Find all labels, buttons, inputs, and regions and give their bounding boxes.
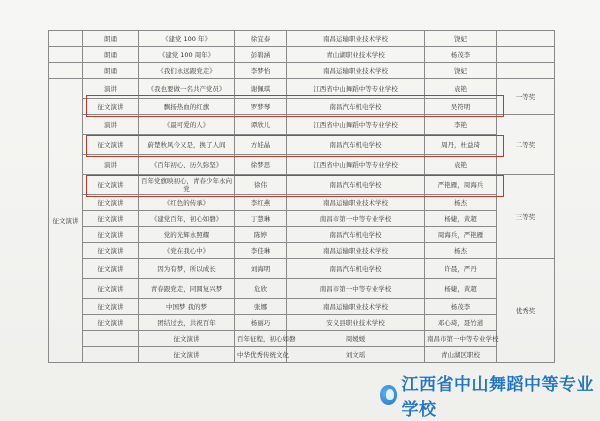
teacher-cell: 袁艳 [425, 155, 497, 175]
type-cell: 征文演讲 [139, 331, 235, 347]
school-cell: 南昌汽车机电学校 [287, 259, 425, 279]
category-cell-empty [49, 31, 83, 47]
school-cell: 南昌运输职业技术学校 [287, 63, 425, 79]
school-cell: 南昌汽车机电学校 [287, 135, 425, 155]
category-cell: 征文演讲 [49, 79, 83, 363]
title-cell: 《最可爱的人》 [139, 115, 235, 135]
type-cell: 征文演讲 [83, 99, 139, 115]
type-cell: 朗诵 [83, 63, 139, 79]
person-cell: 杨丽巧 [235, 315, 287, 331]
teacher-cell: 杨茂李 [425, 299, 497, 315]
person-cell: 刘文瑶 [287, 347, 425, 363]
title-cell: 因为有梦，所以成长 [139, 259, 235, 279]
award-table [48, 30, 555, 363]
category-cell-empty [83, 331, 139, 347]
person-cell: 刘海明 [235, 259, 287, 279]
type-cell: 征文演讲 [83, 211, 139, 227]
school-cell: 南昌汽车机电学校 [287, 227, 425, 243]
table-row [49, 279, 555, 299]
table-row [49, 299, 555, 315]
person-cell: 徐伟 [235, 175, 287, 195]
school-cell: 青山湖区职校 [425, 347, 497, 363]
title-cell: 《红色的传承》 [139, 195, 235, 211]
title-cell: 青春跟党走，同圆复兴梦 [139, 279, 235, 299]
school-cell: 青山湖职业技术学校 [287, 47, 425, 63]
table-row [49, 99, 555, 115]
table-row [49, 211, 555, 227]
person-cell: 彭碧涵 [235, 47, 287, 63]
person-cell: 方娃晶 [235, 135, 287, 155]
title-cell: 百年党旗映初心，青春少年永向党 [139, 175, 235, 195]
type-cell: 演讲 [83, 79, 139, 99]
award-cell [497, 31, 555, 47]
title-cell: 蔚楚秋风今又是，换了人间 [139, 135, 235, 155]
person-cell: 周媛媛 [287, 331, 425, 347]
type-cell: 演讲 [83, 115, 139, 135]
person-cell: 徐宜泰 [235, 31, 287, 47]
teacher-cell: 杨茂李 [425, 47, 497, 63]
award-cell: 一等奖 [497, 79, 555, 115]
table-row [49, 63, 555, 79]
teacher-cell: 杨杰 [425, 243, 497, 259]
table-row [49, 135, 555, 155]
award-cell: 优秀奖 [497, 259, 555, 363]
award-cell [497, 47, 555, 63]
table-row [49, 347, 555, 363]
table-row [49, 31, 555, 47]
table-row [49, 259, 555, 279]
school-cell: 南昌市第一中等专业学校 [425, 331, 497, 347]
school-cell: 江西省中山舞蹈中等专业学校 [287, 155, 425, 175]
category-cell-empty [49, 47, 83, 63]
teacher-cell: 严艳雁，周海兵 [425, 175, 497, 195]
person-cell: 李梦怡 [235, 63, 287, 79]
table-row [49, 155, 555, 175]
title-cell: 党的光辉永照耀 [139, 227, 235, 243]
teacher-cell: 李艳 [425, 115, 497, 135]
category-cell-empty [49, 63, 83, 79]
table-row [49, 331, 555, 347]
table-row [49, 195, 555, 211]
person-cell: 李红燕 [235, 195, 287, 211]
person-cell: 谭欣儿 [235, 115, 287, 135]
school-cell: 南昌汽车机电学校 [287, 99, 425, 115]
person-cell: 陈婷 [235, 227, 287, 243]
teacher-cell: 许晨，严丹 [425, 259, 497, 279]
title-cell: 《建党百年，初心如磐》 [139, 211, 235, 227]
school-cell: 江西省中山舞蹈中等专业学校 [287, 79, 425, 99]
award-table-body [49, 31, 555, 363]
award-cell: 二等奖 [497, 115, 555, 175]
type-cell: 朗诵 [83, 47, 139, 63]
title-cell: 《我们永远跟党走》 [139, 63, 235, 79]
school-cell: 南昌运输职业技术学校 [287, 31, 425, 47]
teacher-cell: 饶妃 [425, 63, 497, 79]
table-row [49, 175, 555, 195]
teacher-cell: 杨婕，黄超 [425, 279, 497, 299]
teacher-cell: 袁艳 [425, 79, 497, 99]
school-cell: 南昌运输职业技术学校 [287, 195, 425, 211]
person-cell: 李佳琳 [235, 243, 287, 259]
type-cell: 征文演讲 [83, 135, 139, 155]
title-cell: 《建党 100 周年》 [139, 47, 235, 63]
type-cell: 征文演讲 [83, 315, 139, 331]
title-cell: 飘扬热血的红旗 [139, 99, 235, 115]
category-cell-empty [83, 347, 139, 363]
type-cell: 演讲 [83, 155, 139, 175]
school-cell: 南昌市第一中等专业学校 [287, 279, 425, 299]
person-cell: 张娜 [235, 299, 287, 315]
type-cell: 征文演讲 [83, 243, 139, 259]
title-cell: 团结过去，共祝百年 [139, 315, 235, 331]
school-cell: 南昌运输职业技术学校 [287, 243, 425, 259]
teacher-cell: 杨婕，黄超 [425, 211, 497, 227]
table-row [49, 79, 555, 99]
school-cell: 安义县职业技术学校 [287, 315, 425, 331]
table-row [49, 315, 555, 331]
teacher-cell: 杨杰 [425, 195, 497, 211]
type-cell: 征文演讲 [83, 227, 139, 243]
person-cell: 谢佩琪 [235, 79, 287, 99]
teacher-cell: 周海兵，严艳雁 [425, 227, 497, 243]
type-cell: 征文演讲 [83, 299, 139, 315]
school-cell: 南昌运输职业技术学校 [287, 299, 425, 315]
teacher-cell: 邓心琦，聂竹道 [425, 315, 497, 331]
teacher-cell: 饶妃 [425, 31, 497, 47]
table-row [49, 243, 555, 259]
title-cell: 中华优秀传统文化 [235, 347, 287, 363]
teacher-cell: 吴符明 [425, 99, 497, 115]
title-cell: 中国梦 我的梦 [139, 299, 235, 315]
person-cell: 危欣 [235, 279, 287, 299]
title-cell: 百年征程，初心如磐 [235, 331, 287, 347]
title-cell: 《我也要做一名共产党员》 [139, 79, 235, 99]
school-cell: 南昌汽车机电学校 [287, 175, 425, 195]
watermark-text: 江西省中山舞蹈中等专业学校 [401, 375, 594, 420]
type-cell: 征文演讲 [83, 279, 139, 299]
school-cell: 南昌市第一中等专业学校 [287, 211, 425, 227]
teacher-cell: 周丹，杜益琦 [425, 135, 497, 155]
type-cell: 征文演讲 [139, 347, 235, 363]
person-cell: 丁慧琳 [235, 211, 287, 227]
title-cell: 《建党 100 年》 [139, 31, 235, 47]
school-cell: 江西省中山舞蹈中等专业学校 [287, 115, 425, 135]
award-cell [497, 63, 555, 79]
school-logo-icon [380, 385, 397, 405]
award-cell: 三等奖 [497, 175, 555, 259]
type-cell: 征文演讲 [83, 175, 139, 195]
title-cell: 《百年初心、历久弥坚》 [139, 155, 235, 175]
person-cell: 徐梦思 [235, 155, 287, 175]
type-cell: 征文演讲 [83, 259, 139, 279]
watermark [380, 375, 600, 420]
title-cell: 《党在我心中》 [139, 243, 235, 259]
type-cell: 征文演讲 [83, 195, 139, 211]
type-cell: 朗诵 [83, 31, 139, 47]
table-row [49, 47, 555, 63]
table-row [49, 115, 555, 135]
person-cell: 罗梦琴 [235, 99, 287, 115]
table-row [49, 227, 555, 243]
